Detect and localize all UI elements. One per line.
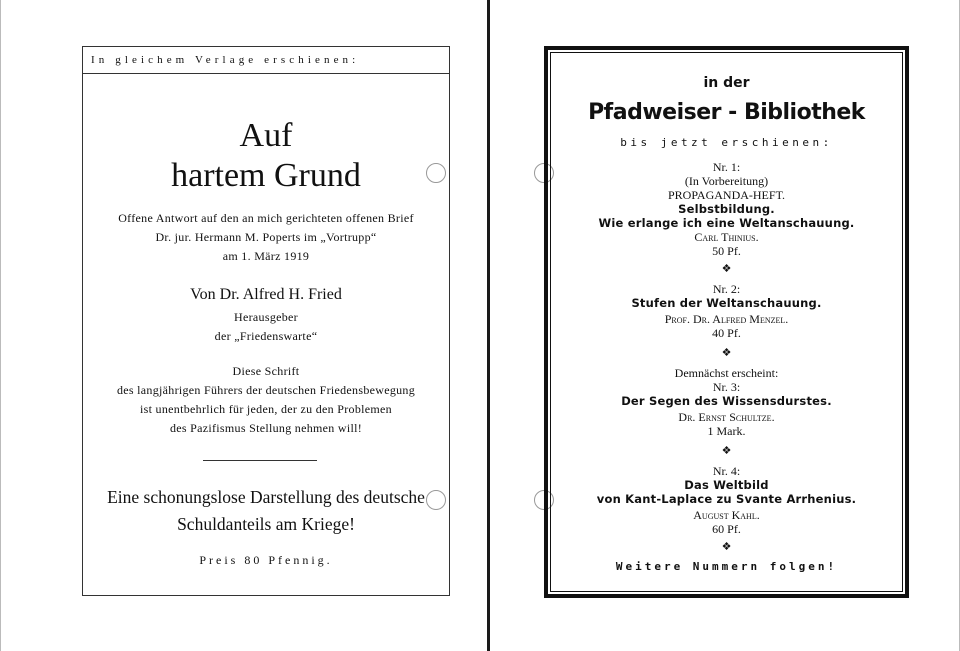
library-title: Pfadweiser - Bibliothek — [588, 100, 865, 125]
nr2-author: Prof. Dr. Alfred Menzel. — [664, 312, 789, 326]
description-line: des langjährigen Führers der deutschen Friedensbewegung — [116, 383, 416, 397]
book-title-line2: hartem Grund — [171, 157, 361, 194]
nr3-number: Nr. 3: — [712, 380, 741, 394]
library-footer: Weitere Nummern folgen! — [615, 560, 838, 573]
library-subtitle: bis jetzt erschienen: — [620, 136, 833, 149]
slogan-line: Eine schonungslose Darstellung des deutsche — [107, 487, 425, 507]
nr2-price: 40 Pf. — [712, 326, 741, 340]
punch-hole — [426, 163, 446, 183]
nr1-title: Wie erlange ich eine Weltanschauung. — [598, 216, 855, 230]
right-library-page — [544, 46, 909, 598]
nr4-title: Das Weltbild — [684, 478, 769, 492]
nr1-label: PROPAGANDA-HEFT. — [667, 188, 786, 202]
ornament-icon: ❖ — [721, 445, 732, 457]
book-title-line1: Auf — [239, 117, 293, 154]
slogan-line: Schuldanteils am Kriege! — [177, 514, 355, 534]
punch-hole — [426, 490, 446, 510]
author-line: Von Dr. Alfred H. Fried — [190, 286, 342, 303]
ornament-icon: ❖ — [721, 347, 732, 359]
subtitle-line: Dr. jur. Hermann M. Poperts im „Vortrupp“ — [155, 230, 377, 244]
nr1-price: 50 Pf. — [712, 244, 741, 258]
book-gutter — [487, 0, 490, 651]
nr3-announce: Demnächst erscheint: — [674, 366, 779, 380]
nr4-title: von Kant-Laplace zu Svante Arrhenius. — [596, 492, 857, 506]
nr4-price: 60 Pf. — [712, 522, 741, 536]
left-header: In gleichem Verlage erschienen: — [83, 47, 449, 74]
nr2-number: Nr. 2: — [712, 282, 741, 296]
description-line: Diese Schrift — [232, 364, 300, 378]
ornament-icon: ❖ — [721, 541, 732, 553]
nr4-number: Nr. 4: — [712, 464, 741, 478]
nr2-title: Stufen der Weltanschauung. — [631, 296, 822, 310]
left-advertisement-page — [82, 46, 450, 596]
nr4-author: August Kahl. — [693, 508, 760, 522]
nr1-number: Nr. 1: — [712, 160, 741, 174]
ornament-icon: ❖ — [721, 263, 732, 275]
nr1-status: (In Vorbereitung) — [684, 174, 769, 188]
price-line: Preis 80 Pfennig. — [199, 553, 333, 567]
nr3-price: 1 Mark. — [707, 424, 746, 438]
page-edge-left — [0, 0, 1, 651]
description-line: des Pazifismus Stellung nehmen will! — [169, 421, 363, 435]
subtitle-line: Offene Antwort auf den an mich gerichteten offenen Brief — [118, 211, 414, 225]
author-role: der „Friedenswarte“ — [214, 329, 318, 343]
nr3-title: Der Segen des Wissensdurstes. — [621, 394, 832, 408]
intro-text: in der — [703, 75, 750, 91]
subtitle-line: am 1. März 1919 — [222, 249, 310, 263]
divider-rule — [203, 460, 317, 461]
nr1-title: Selbstbildung. — [678, 202, 775, 216]
author-role: Herausgeber — [234, 310, 298, 324]
nr3-author: Dr. Ernst Schultze. — [678, 410, 775, 424]
description-line: ist unentbehrlich für jeden, der zu den Problemen — [140, 402, 392, 416]
nr1-author: Carl Thinius. — [694, 230, 759, 244]
